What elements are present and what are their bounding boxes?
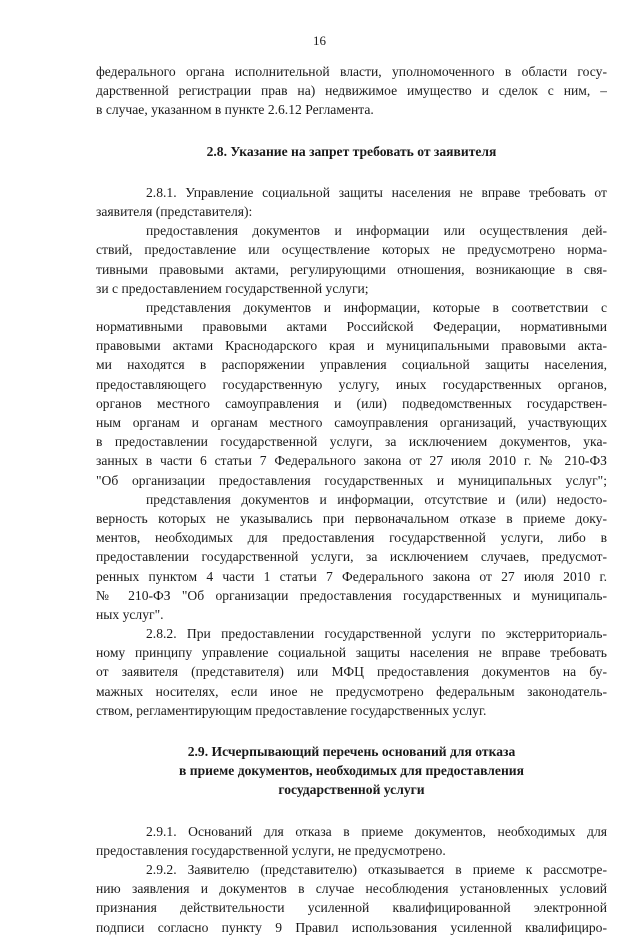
text-line: органов местного самоуправления и (или) подведомственных государствен- bbox=[96, 395, 607, 411]
text-line: верность которых не указывались при первоначальном отказе в приеме доку- bbox=[96, 510, 607, 526]
text-line: ством, регламентирующим предоставление государственных услуг. bbox=[96, 702, 487, 718]
section-heading: в приеме документов, необходимых для предоставления bbox=[179, 763, 524, 779]
text-line: мажных носителях, если иное не предусмотрено федеральным законодатель- bbox=[96, 683, 607, 699]
text-line: 2.9.2. Заявителю (представителю) отказывается в приеме к рассмотре- bbox=[146, 861, 607, 877]
text-line: ному принципу управление социальной защиты населения не вправе требовать bbox=[96, 645, 607, 661]
text-line: в предоставлении государственной услуги, за исключением документов, ука- bbox=[96, 434, 607, 450]
spacer bbox=[96, 161, 607, 183]
text-line: дарственной регистрации прав на) недвижимое имущество и сделок с ним, – bbox=[96, 83, 607, 99]
spacer bbox=[96, 800, 607, 822]
text-line: предоставляющего государственную услугу, иных государственных органов, bbox=[96, 376, 607, 392]
text-line: № 210-ФЗ "Об организации предоставления государственных и муниципаль- bbox=[96, 587, 607, 603]
text-line: 2.9.1. Оснований для отказа в приеме документов, необходимых для bbox=[146, 823, 607, 839]
text-line: предоставления государственной услуги, не предусмотрено. bbox=[96, 842, 446, 858]
text-line: от заявителя (представителя) или МФЦ предоставления документов на бу- bbox=[96, 664, 607, 680]
text-line: подписи согласно пункту 9 Правил использования усиленной квалифициро- bbox=[96, 919, 607, 935]
text-line: нию заявления и документов в случае несоблюдения установленных условий bbox=[96, 881, 607, 897]
section-heading: 2.8. Указание на запрет требовать от заявителя bbox=[206, 143, 497, 159]
text-line: ми находятся в распоряжении управления социальной защиты населения, bbox=[96, 357, 607, 373]
text-line: ствий, предоставление или осуществление которых не предусмотрено норма- bbox=[96, 242, 607, 258]
page-number: 16 bbox=[313, 33, 326, 48]
text-line: 2.8.1. Управление социальной защиты населения не вправе требовать от bbox=[146, 184, 607, 200]
text-line: в случае, указанном в пункте 2.6.12 Регламента. bbox=[96, 102, 374, 118]
text-line: представления документов и информации, отсутствие и (или) недосто- bbox=[146, 491, 607, 507]
text-line: тивными правовыми актами, регулирующими отношения, возникающие в свя- bbox=[96, 261, 607, 277]
spacer bbox=[96, 720, 607, 742]
spacer bbox=[96, 120, 607, 142]
text-line: ным органам и органам местного самоуправления организаций, участвующих bbox=[96, 415, 607, 430]
document-body bbox=[96, 62, 607, 937]
text-line: ных услуг". bbox=[96, 606, 164, 622]
text-line: федерального органа исполнительной власти, уполномоченного в области госу- bbox=[96, 64, 607, 79]
section-heading: 2.9. Исчерпывающий перечень оснований для отказа bbox=[187, 744, 516, 759]
text-line: предоставлении государственной услуги, за исключением случаев, предусмот- bbox=[96, 549, 607, 565]
text-line: предоставления документов и информации или осуществления дей- bbox=[146, 223, 607, 239]
text-line: зи с предоставлением государственной услуги; bbox=[96, 280, 369, 296]
text-line: ментов, необходимых для предоставления государственной услуги, либо в bbox=[96, 530, 607, 546]
text-line: ренных пунктом 4 части 1 статьи 7 Федерального закона от 27 июля 2010 г. bbox=[96, 568, 607, 584]
text-line: представления документов и информации, которые в соответствии с bbox=[146, 299, 607, 315]
text-line: "Об организации предоставления государственных и муниципальных услуг"; bbox=[96, 472, 607, 488]
text-line: нормативными правовыми актами Российской Федерации, нормативными bbox=[96, 319, 607, 335]
section-heading: государственной услуги bbox=[278, 782, 425, 798]
text-line: правовыми актами Краснодарского края и муниципальными правовыми акта- bbox=[96, 338, 607, 354]
text-line: заявителя (представителя): bbox=[96, 203, 253, 219]
text-line: 2.8.2. При предоставлении государственной услуги по экстерриториаль- bbox=[146, 626, 607, 642]
text-line: занных в части 6 статьи 7 Федерального закона от 27 июля 2010 г. № 210-ФЗ bbox=[96, 453, 607, 469]
text-line: признания действительности усиленной квалифицированной электронной bbox=[96, 900, 607, 916]
